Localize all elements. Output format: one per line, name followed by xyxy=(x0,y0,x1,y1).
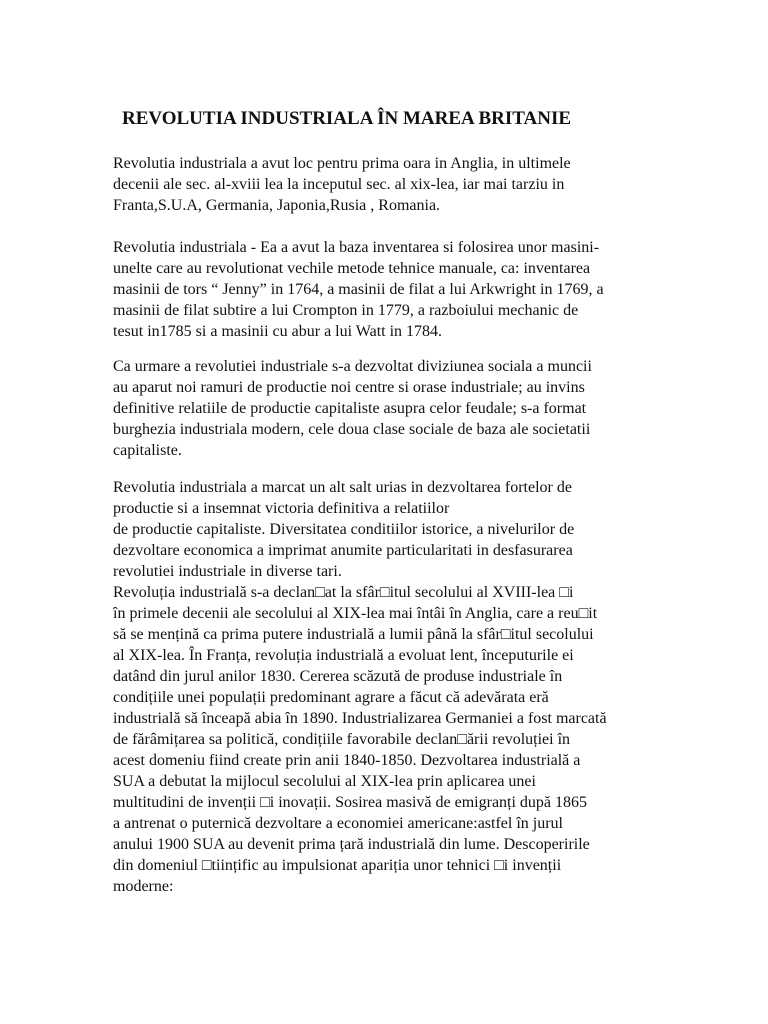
text-line: unelte care au revolutionat vechile metode tehnice manuale, ca: inventarea xyxy=(113,260,591,277)
text-line: datând din jurul anilor 1830. Cererea scăzută de produse industriale în xyxy=(113,668,563,685)
paragraph-2 xyxy=(113,237,673,342)
page-title: REVOLUTIA INDUSTRIALA ÎN MAREA BRITANIE xyxy=(122,108,572,129)
text-line: din domeniul □tiințific au impulsionat apariția unor tehnici □i invenții xyxy=(113,857,562,874)
text-line: definitive relatiile de productie capitaliste asupra celor feudale; s-a format xyxy=(113,400,587,417)
text-line: dezvoltare economica a imprimat anumite particularitati in desfasurarea xyxy=(113,542,573,559)
text-line: decenii ale sec. al-xviii lea la inceputul sec. al xix-lea, iar mai tarziu in xyxy=(113,176,565,193)
text-line: capitaliste. xyxy=(113,442,182,459)
text-line: productie si a insemnat victoria definitiva a relatiilor xyxy=(113,500,450,517)
text-line: moderne: xyxy=(113,878,174,895)
text-line: anului 1900 SUA au devenit prima țară industrială din lume. Descoperirile xyxy=(113,836,590,853)
text-line: au aparut noi ramuri de productie noi centre si orase industriale; au invins xyxy=(113,379,585,396)
text-line: Franta,S.U.A, Germania, Japonia,Rusia , Romania. xyxy=(113,197,441,214)
text-line: tesut in1785 si a masinii cu abur a lui Watt in 1784. xyxy=(113,323,443,340)
text-line: multitudini de invenții □i inovații. Sosirea masivă de emigranți după 1865 xyxy=(113,794,588,811)
text-line: de fărâmițarea sa politică, condițiile favorabile declan□ării revoluției în xyxy=(113,731,571,748)
text-line: burghezia industriala modern, cele doua clase sociale de baza ale societatii xyxy=(113,421,591,438)
text-line: de productie capitaliste. Diversitatea conditiilor istorice, a nivelurilor de xyxy=(113,521,575,538)
text-line: Revolutia industriala - Ea a avut la baza inventarea si folosirea unor masini- xyxy=(113,239,600,256)
text-line: condițiile unei populații predominant agrare a făcut că adevărata eră xyxy=(113,689,549,706)
text-line: masinii de tors “ Jenny” in 1764, a masinii de filat a lui Arkwright in 1769, a xyxy=(113,281,604,298)
text-line: revolutiei industriale in diverse tari. xyxy=(113,563,342,580)
text-line: industrială să înceapă abia în 1890. Industrializarea Germaniei a fost marcată xyxy=(113,710,607,727)
paragraph-4 xyxy=(113,477,673,897)
text-line: Revolutia industriala a avut loc pentru prima oara in Anglia, in ultimele xyxy=(113,155,571,172)
paragraph-3 xyxy=(113,356,673,461)
text-line: masinii de filat subtire a lui Crompton in 1779, a razboiului mechanic de xyxy=(113,302,579,319)
text-line: să se mențină ca prima putere industrială a lumii până la sfâr□itul secolului xyxy=(113,626,594,643)
paragraph-1 xyxy=(113,153,673,216)
text-line: SUA a debutat la mijlocul secolului al XIX-lea prin aplicarea unei xyxy=(113,773,536,790)
text-line: al XIX-lea. În Franța, revoluția industrială a evoluat lent, începuturile ei xyxy=(113,647,574,664)
text-line: Revolutia industriala a marcat un alt salt urias in dezvoltarea fortelor de xyxy=(113,479,572,496)
text-line: acest domeniu fiind create prin anii 1840-1850. Dezvoltarea industrială a xyxy=(113,752,581,769)
text-line: Revoluția industrială s-a declan□at la sfâr□itul secolului al XVIII-lea □i xyxy=(113,584,574,601)
text-line: în primele decenii ale secolului al XIX-lea mai întâi în Anglia, care a reu□it xyxy=(113,605,598,622)
text-line: a antrenat o puternică dezvoltare a economiei americane:astfel în jurul xyxy=(113,815,563,832)
text-line: Ca urmare a revolutiei industriale s-a dezvoltat diviziunea sociala a muncii xyxy=(113,358,592,375)
